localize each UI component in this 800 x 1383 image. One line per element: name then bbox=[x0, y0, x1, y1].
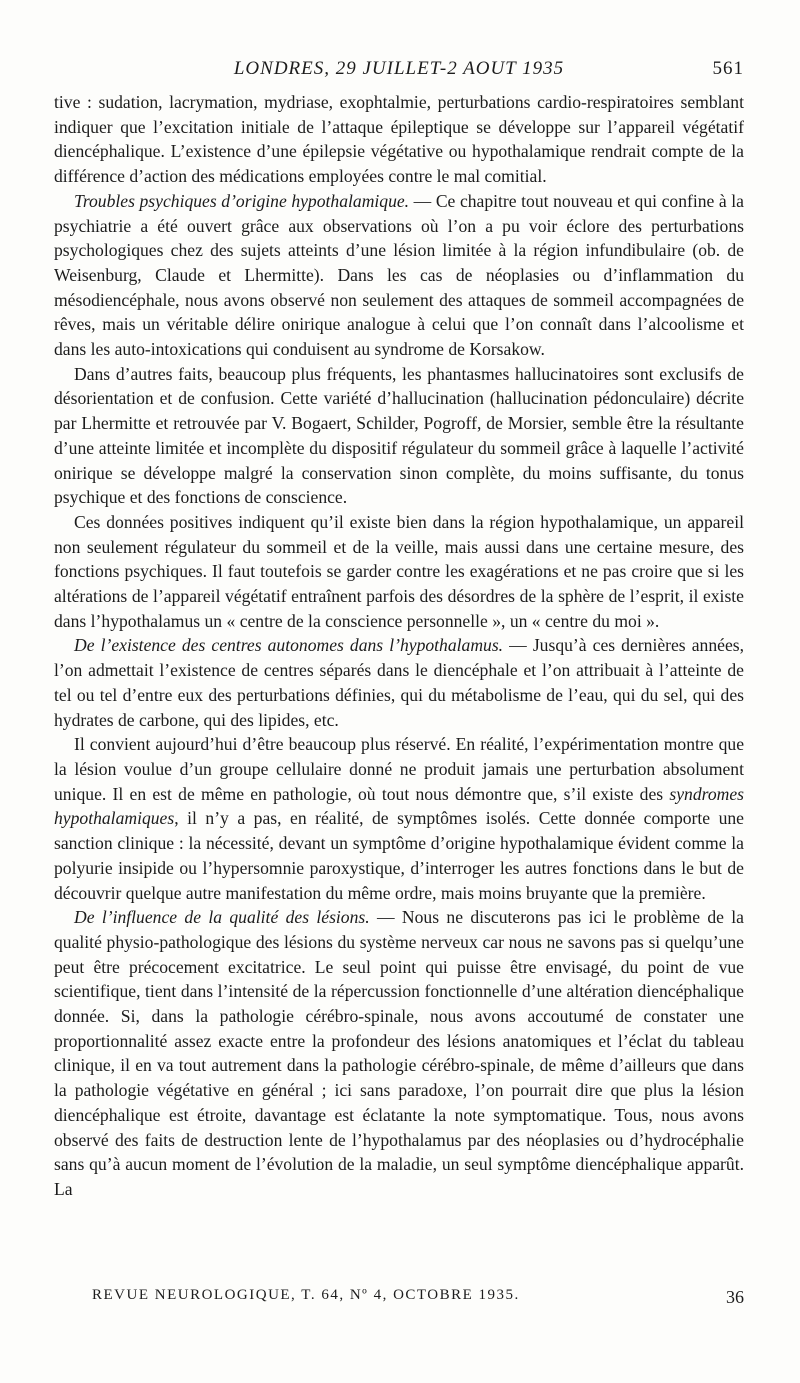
running-head bbox=[54, 58, 744, 88]
paragraph-text: — Ce chapitre tout nouveau et qui confine à la psychiatrie a été ouvert grâce aux observations où l’on a pu voir éclore des perturbations psychologiques chez des sujets atteints d’une lésion limitée à la région infundibulaire (ob. de Weisenburg, Claude et Lhermitte). Dans les cas de néoplasies ou d’inflammation du mésodiencéphale, nous avons observé non seulement des attaques de sommeil accompagnées de rêves, mais un véritable délire onirique analogue à celui que l’on connaît dans l’alcoolisme et dans les auto-intoxications qui conduisent au syndrome de Korsakow. bbox=[54, 190, 744, 360]
paragraph-7 bbox=[54, 905, 744, 1201]
paragraph-text: Dans d’autres faits, beaucoup plus fréquents, les phantasmes hallucinatoires sont exclusifs de désorientation et de confusion. Cette variété d’hallucination (hallucination pédonculaire) décrite par Lhermitte et retrouvée par V. Bogaert, Schilder, Pogroff, de Morsier, semble être la résultante d’une atteinte limitée et incomplète du dispositif régulateur du sommeil grâce à laquelle l’activité onirique se développe malgré la conservation sinon complète, du moins suffisante, du tonus psychique et des fonctions de conscience. bbox=[54, 363, 744, 508]
journal-citation: REVUE NEUROLOGIQUE, T. 64, Nº 4, OCTOBRE 1935. bbox=[92, 1287, 520, 1303]
paragraph-text: — Nous ne discuterons pas ici le problème de la qualité physio-pathologique des lésions du système nerveux car nous ne savons pas si quelqu’une peut être précocement excitatrice. Le seul point qui puisse être envisagé, du point de vue scientifique, tient dans l’intensité de la répercussion fonctionnelle d’une altération diencéphalique donnée. Si, dans la pathologie cérébro-spinale, nous avons accoutumé de constater une proportionnalité assez exacte entre la profondeur des lésions anatomiques et l’éclat du tableau clinique, il en va tout autrement dans la pathologie cérébro-spinale, de même d’ailleurs que dans la pathologie végétative en général ; ici sans paradoxe, l’on pourrait dire que plus la lésion diencéphalique est étroite, davantage est éclatante la note symptomatique. Tous, nous avons observé des faits de destruction lente de l’hypothalamus par des néoplasies ou d’hydrocéphalie sans qu’à aucun moment de l’évolution de la maladie, un seul symptôme diencéphalique apparût. La bbox=[54, 907, 744, 1199]
page-footer bbox=[92, 1287, 744, 1311]
paragraph-text-continued: , il n’y a pas, en réalité, de symptômes isolés. Cette donnée comporte une sanction clinique : la nécessité, devant un symptôme d’origine hypothalamique évident comme la polyurie insipide ou l’hypersomnie paroxystique, d’interroger les autres fonctions dans le but de découvrir quelque autre manifestation du même ordre, mais moins bruyante que la première. bbox=[54, 808, 744, 903]
running-title: LONDRES, 29 JUILLET-2 AOUT 1935 bbox=[233, 58, 565, 79]
paragraph-2 bbox=[54, 189, 744, 362]
paragraph-5 bbox=[54, 633, 744, 732]
article-body bbox=[54, 90, 744, 1202]
paragraph-text: Ces données positives indiquent qu’il existe bien dans la région hypothalamique, un appareil non seulement régulateur du sommeil et de la veille, mais aussi dans une certaine mesure, des fonctions psychiques. Il faut toutefois se garder contre les exagérations et ne pas croire que si les altérations de l’appareil végétatif entraînent parfois des désordres de la sphère de l’esprit, il existe dans l’hypothalamus un « centre de la conscience personnelle », un « centre du moi ». bbox=[54, 511, 744, 631]
section-heading-troubles-psychiques: Troubles psychiques d’origine hypothalamique. bbox=[74, 190, 410, 211]
paragraph-6 bbox=[54, 732, 744, 905]
paragraph-4 bbox=[54, 510, 744, 634]
paragraph-3 bbox=[54, 362, 744, 510]
paragraph-text: tive : sudation, lacrymation, mydriase, exophtalmie, perturbations cardio-respiratoires semblant indiquer que l’excitation initiale de l’attaque épileptique se développe sur l’appareil végétatif diencéphalique. L’existence d’une épilepsie végétative ou hypothalamique rendrait compte de la différence d’action des médications employées contre le mal comitial. bbox=[54, 92, 744, 187]
paragraph-text: — Jusqu’à ces dernières années, l’on admettait l’existence de centres séparés dans le diencéphale et l’on attribuait à l’atteinte de tel ou tel d’entre eux des perturbations définies, qui du métabolisme de l’eau, qui du sel, qui des hydrates de carbone, qui des lipides, etc. bbox=[54, 635, 744, 730]
page-number: 561 bbox=[712, 58, 744, 79]
paragraph-text: Il convient aujourd’hui d’être beaucoup plus réservé. En réalité, l’expérimentation montre que la lésion voulue d’un groupe cellulaire donné ne produit jamais une perturbation absolument unique. Il en est de même en pathologie, où tout nous démontre que, s’il existe des bbox=[54, 734, 744, 804]
paragraph-1 bbox=[54, 90, 744, 189]
section-heading-centres-autonomes: De l’existence des centres autonomes dans l’hypothalamus. bbox=[74, 635, 504, 656]
signature-mark: 36 bbox=[726, 1287, 744, 1307]
emphasis-syndromes: syndromes hypothalamiques bbox=[54, 783, 744, 829]
section-heading-qualite-lesions: De l’influence de la qualité des lésions. bbox=[74, 907, 370, 928]
